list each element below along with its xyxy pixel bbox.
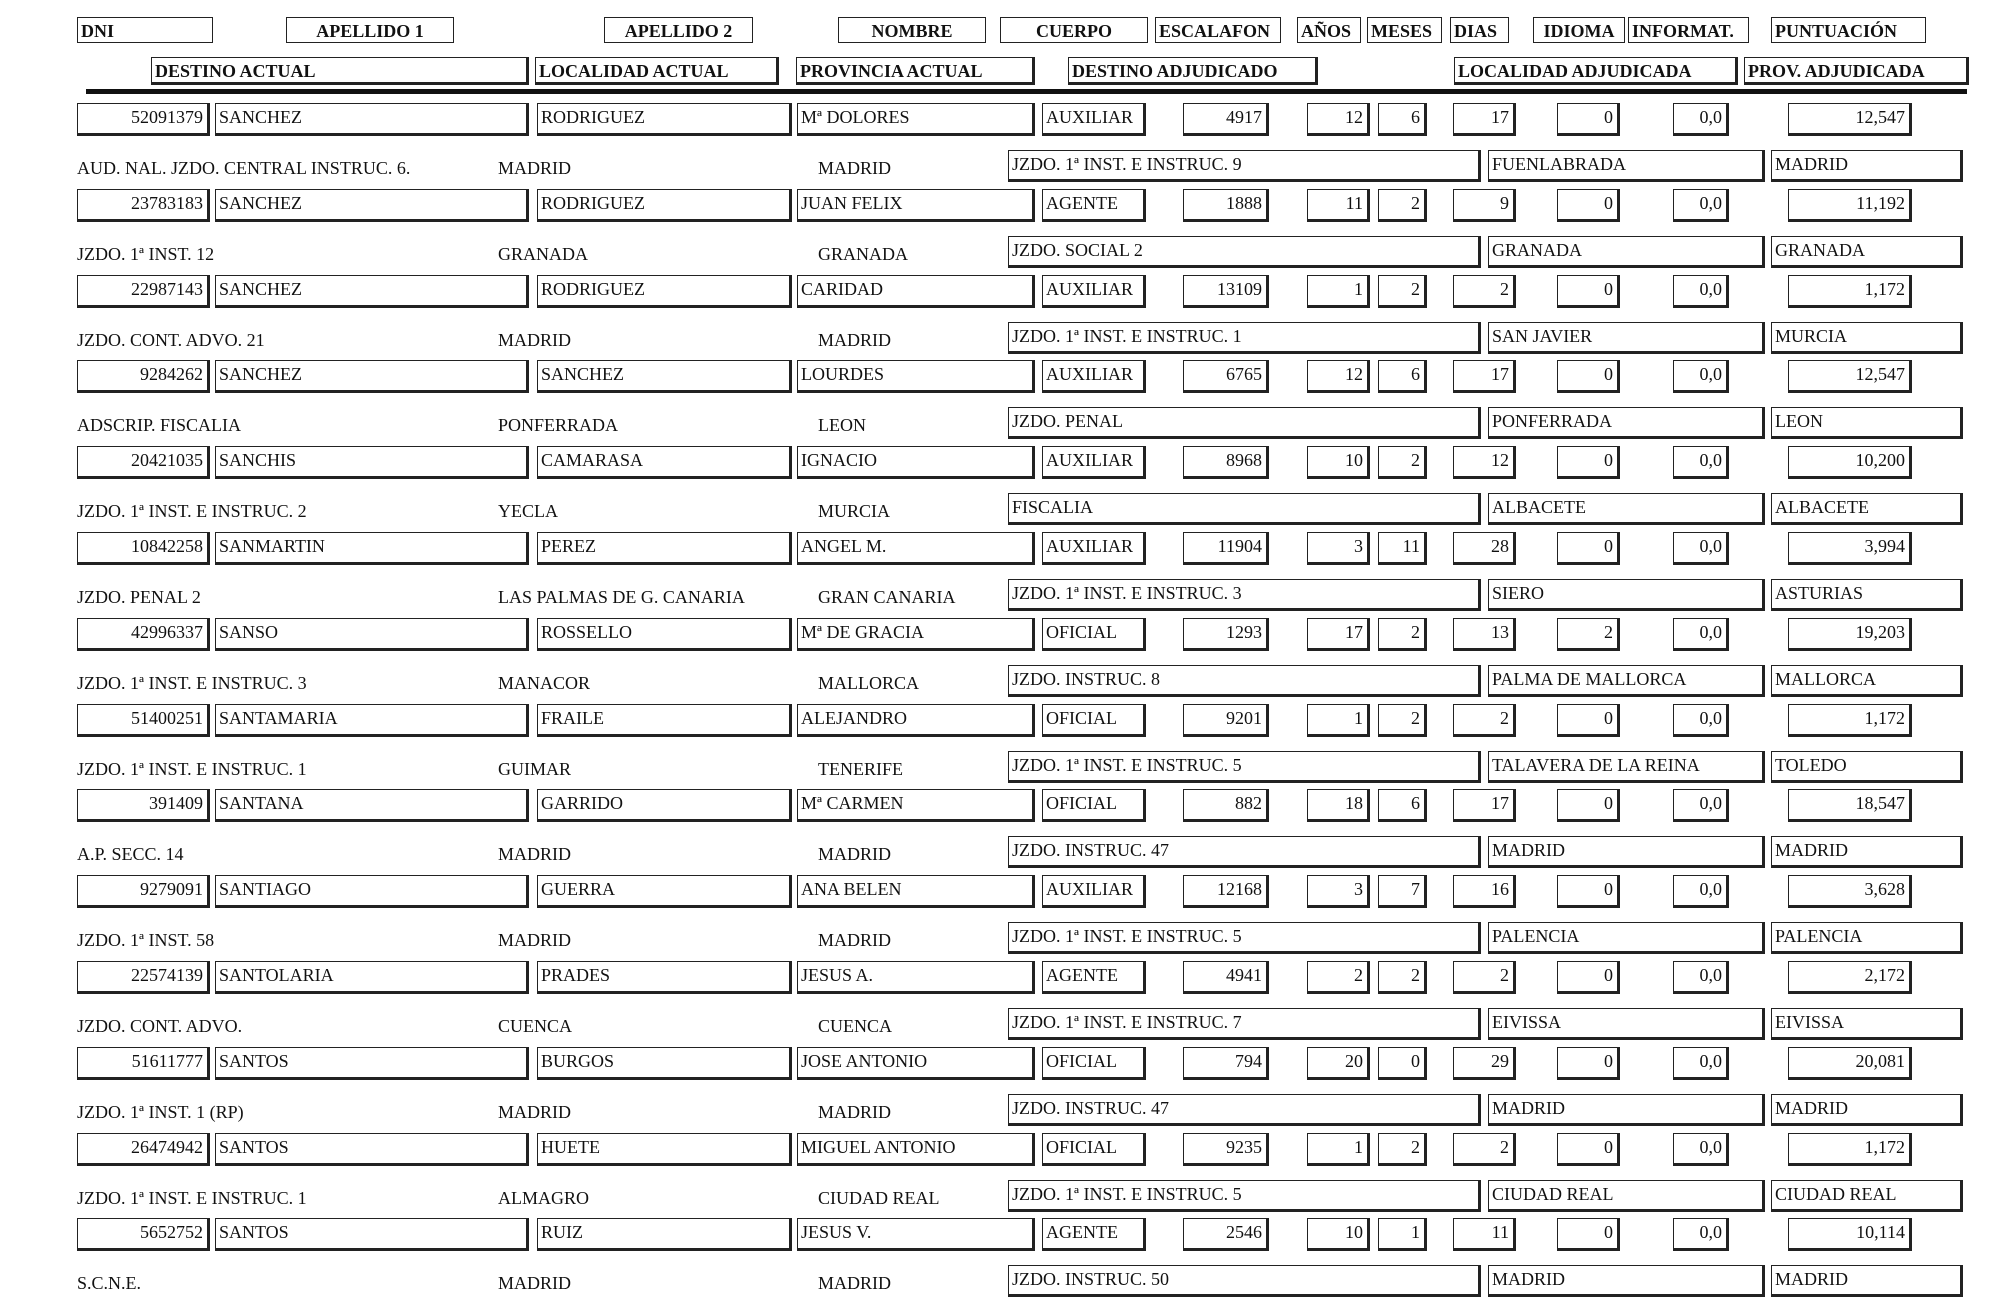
cell-destino-actual: ADSCRIP. FISCALIA [77, 415, 242, 436]
cell-nombre: IGNACIO [797, 446, 1035, 479]
cell-nombre: ALEJANDRO [797, 704, 1035, 737]
cell-dni: 391409 [77, 789, 210, 822]
cell-nombre: Mª CARMEN [797, 789, 1035, 822]
cell-apellido2: CAMARASA [537, 446, 792, 479]
cell-nombre: JUAN FELIX [797, 189, 1035, 222]
cell-idioma: 0 [1557, 189, 1620, 222]
cell-provincia-actual: GRANADA [818, 243, 908, 264]
cell-informat: 0,0 [1673, 446, 1729, 479]
cell-prov-adjudicada: MADRID [1771, 1265, 1963, 1297]
cell-idioma: 0 [1557, 275, 1620, 308]
cell-destino-actual: JZDO. 1ª INST. E INSTRUC. 2 [77, 501, 307, 522]
cell-destino-actual: S.C.N.E. [77, 1273, 142, 1294]
cell-puntuacion: 11,192 [1788, 189, 1912, 222]
cell-puntuacion: 10,114 [1788, 1218, 1912, 1251]
cell-provincia-actual: MADRID [818, 1101, 892, 1122]
cell-prov-adjudicada: ASTURIAS [1771, 579, 1963, 611]
cell-cuerpo: OFICIAL [1042, 1133, 1146, 1166]
cell-puntuacion: 1,172 [1788, 275, 1912, 308]
cell-destino-adjudicado: JZDO. 1ª INST. E INSTRUC. 5 [1008, 922, 1481, 954]
header-dni: DNI [77, 17, 213, 43]
cell-dias: 2 [1453, 1133, 1516, 1166]
cell-localidad-actual: MADRID [498, 1273, 572, 1294]
cell-prov-adjudicada: MADRID [1771, 1094, 1963, 1126]
cell-idioma: 0 [1557, 1218, 1620, 1251]
cell-apellido2: HUETE [537, 1133, 792, 1166]
cell-nombre: ANA BELEN [797, 875, 1035, 908]
cell-apellido1: SANMARTIN [215, 532, 529, 565]
cell-meses: 1 [1378, 1218, 1427, 1251]
cell-apellido1: SANCHIS [215, 446, 529, 479]
cell-destino-actual: JZDO. 1ª INST. E INSTRUC. 3 [77, 672, 307, 693]
cell-puntuacion: 12,547 [1788, 103, 1912, 136]
cell-localidad-actual: MADRID [498, 329, 572, 350]
cell-localidad-adjudicada: TALAVERA DE LA REINA [1488, 751, 1765, 783]
cell-destino-actual: JZDO. CONT. ADVO. [77, 1016, 243, 1036]
cell-escalafon: 8968 [1183, 446, 1269, 479]
cell-escalafon: 12168 [1183, 875, 1269, 908]
cell-localidad-adjudicada: CIUDAD REAL [1488, 1180, 1765, 1212]
cell-apellido1: SANCHEZ [215, 103, 529, 136]
cell-apellido1: SANCHEZ [215, 275, 529, 308]
cell-escalafon: 6765 [1183, 360, 1269, 393]
header-localidad-adjudicada: LOCALIDAD ADJUDICADA [1454, 57, 1738, 85]
cell-localidad-actual: MANACOR [498, 672, 591, 693]
cell-nombre: CARIDAD [797, 275, 1035, 308]
cell-informat: 0,0 [1673, 103, 1729, 136]
cell-idioma: 0 [1557, 360, 1620, 393]
cell-meses: 0 [1378, 1047, 1427, 1080]
cell-anos: 12 [1307, 360, 1370, 393]
cell-destino-actual: JZDO. 1ª INST. E INSTRUC. 1 [77, 1187, 307, 1208]
cell-puntuacion: 20,081 [1788, 1047, 1912, 1080]
cell-dias: 17 [1453, 789, 1516, 822]
cell-dias: 17 [1453, 103, 1516, 136]
cell-apellido1: SANTOS [215, 1047, 529, 1080]
cell-anos: 2 [1307, 961, 1370, 994]
cell-anos: 12 [1307, 103, 1370, 136]
cell-destino-actual: JZDO. 1ª INST. E INSTRUC. 1 [77, 758, 307, 779]
header-prov-adjudicada: PROV. ADJUDICADA [1744, 57, 1969, 85]
cell-destino-adjudicado: JZDO. 1ª INST. E INSTRUC. 9 [1008, 150, 1481, 182]
cell-idioma: 0 [1557, 704, 1620, 737]
cell-cuerpo: OFICIAL [1042, 704, 1146, 737]
cell-destino-adjudicado: JZDO. 1ª INST. E INSTRUC. 7 [1008, 1008, 1481, 1040]
header-puntuacion: PUNTUACIÓN [1771, 17, 1926, 43]
cell-anos: 1 [1307, 1133, 1370, 1166]
cell-apellido1: SANTAMARIA [215, 704, 529, 737]
cell-meses: 2 [1378, 275, 1427, 308]
cell-nombre: LOURDES [797, 360, 1035, 393]
cell-apellido1: SANTOS [215, 1218, 529, 1251]
cell-localidad-adjudicada: MADRID [1488, 1094, 1765, 1126]
cell-destino-actual: JZDO. 1ª INST. 1 (RP) [77, 1101, 244, 1122]
cell-dias: 29 [1453, 1047, 1516, 1080]
cell-nombre: JOSE ANTONIO [797, 1047, 1035, 1080]
cell-escalafon: 4917 [1183, 103, 1269, 136]
cell-idioma: 0 [1557, 103, 1620, 136]
cell-cuerpo: OFICIAL [1042, 1047, 1146, 1080]
cell-apellido2: PRADES [537, 961, 792, 994]
cell-destino-adjudicado: JZDO. INSTRUC. 47 [1008, 1094, 1481, 1126]
cell-prov-adjudicada: EIVISSA [1771, 1008, 1963, 1040]
cell-cuerpo: AUXILIAR [1042, 875, 1146, 908]
cell-anos: 11 [1307, 189, 1370, 222]
cell-idioma: 0 [1557, 532, 1620, 565]
cell-prov-adjudicada: ALBACETE [1771, 493, 1963, 525]
cell-escalafon: 4941 [1183, 961, 1269, 994]
cell-escalafon: 2546 [1183, 1218, 1269, 1251]
cell-localidad-adjudicada: PONFERRADA [1488, 407, 1765, 439]
cell-provincia-actual: TENERIFE [818, 758, 903, 779]
cell-anos: 18 [1307, 789, 1370, 822]
cell-informat: 0,0 [1673, 275, 1729, 308]
cell-nombre: Mª DE GRACIA [797, 618, 1035, 651]
cell-provincia-actual: GRAN CANARIA [818, 587, 956, 607]
cell-dias: 28 [1453, 532, 1516, 565]
cell-cuerpo: OFICIAL [1042, 618, 1146, 651]
cell-meses: 2 [1378, 704, 1427, 737]
header-escalafon: ESCALAFON [1155, 17, 1281, 43]
cell-escalafon: 1293 [1183, 618, 1269, 651]
cell-prov-adjudicada: PALENCIA [1771, 922, 1963, 954]
cell-informat: 0,0 [1673, 618, 1729, 651]
cell-anos: 3 [1307, 532, 1370, 565]
cell-informat: 0,0 [1673, 961, 1729, 994]
cell-apellido1: SANTIAGO [215, 875, 529, 908]
cell-cuerpo: AGENTE [1042, 189, 1146, 222]
cell-localidad-actual: ALMAGRO [498, 1187, 590, 1208]
cell-cuerpo: AUXILIAR [1042, 103, 1146, 136]
cell-anos: 17 [1307, 618, 1370, 651]
cell-destino-adjudicado: JZDO. INSTRUC. 47 [1008, 836, 1481, 868]
cell-meses: 7 [1378, 875, 1427, 908]
cell-puntuacion: 2,172 [1788, 961, 1912, 994]
cell-destino-adjudicado: JZDO. 1ª INST. E INSTRUC. 3 [1008, 579, 1481, 611]
cell-apellido2: SANCHEZ [537, 360, 792, 393]
cell-anos: 10 [1307, 1218, 1370, 1251]
cell-localidad-adjudicada: PALENCIA [1488, 922, 1765, 954]
cell-localidad-adjudicada: EIVISSA [1488, 1008, 1765, 1040]
header-nombre: NOMBRE [838, 17, 986, 43]
cell-localidad-adjudicada: PALMA DE MALLORCA [1488, 665, 1765, 697]
cell-meses: 11 [1378, 532, 1427, 565]
cell-localidad-actual: YECLA [498, 501, 558, 522]
cell-provincia-actual: CIUDAD REAL [818, 1187, 940, 1208]
cell-meses: 6 [1378, 789, 1427, 822]
cell-provincia-actual: MADRID [818, 844, 892, 865]
cell-dni: 20421035 [77, 446, 210, 479]
header-idioma: IDIOMA [1533, 17, 1625, 43]
cell-provincia-actual: MADRID [818, 930, 892, 951]
cell-prov-adjudicada: MURCIA [1771, 322, 1963, 354]
cell-dni: 22987143 [77, 275, 210, 308]
cell-apellido2: ROSSELLO [537, 618, 792, 651]
cell-dni: 22574139 [77, 961, 210, 994]
header-anos: AÑOS [1297, 17, 1361, 43]
cell-escalafon: 1888 [1183, 189, 1269, 222]
cell-prov-adjudicada: MADRID [1771, 836, 1963, 868]
cell-idioma: 0 [1557, 1047, 1620, 1080]
cell-localidad-adjudicada: ALBACETE [1488, 493, 1765, 525]
cell-localidad-actual: GUIMAR [498, 758, 572, 779]
cell-informat: 0,0 [1673, 360, 1729, 393]
cell-apellido1: SANCHEZ [215, 360, 529, 393]
cell-informat: 0,0 [1673, 1047, 1729, 1080]
cell-apellido1: SANTANA [215, 789, 529, 822]
cell-anos: 3 [1307, 875, 1370, 908]
header-cuerpo: CUERPO [1000, 17, 1148, 43]
cell-anos: 1 [1307, 275, 1370, 308]
cell-apellido1: SANSO [215, 618, 529, 651]
cell-puntuacion: 1,172 [1788, 1133, 1912, 1166]
cell-cuerpo: AUXILIAR [1042, 360, 1146, 393]
cell-provincia-actual: LEON [818, 415, 866, 436]
cell-apellido1: SANTOS [215, 1133, 529, 1166]
cell-meses: 2 [1378, 961, 1427, 994]
cell-apellido1: SANTOLARIA [215, 961, 529, 994]
cell-dni: 10842258 [77, 532, 210, 565]
cell-provincia-actual: MADRID [818, 329, 892, 350]
cell-idioma: 0 [1557, 961, 1620, 994]
cell-informat: 0,0 [1673, 532, 1729, 565]
cell-nombre: ANGEL M. [797, 532, 1035, 565]
cell-dias: 11 [1453, 1218, 1516, 1251]
cell-provincia-actual: CUENCA [818, 1016, 893, 1036]
cell-localidad-actual: PONFERRADA [498, 415, 619, 436]
header-apellido2: APELLIDO 2 [604, 17, 753, 43]
cell-prov-adjudicada: TOLEDO [1771, 751, 1963, 783]
cell-localidad-actual: LAS PALMAS DE G. CANARIA [498, 587, 745, 607]
cell-apellido2: RODRIGUEZ [537, 189, 792, 222]
cell-informat: 0,0 [1673, 189, 1729, 222]
cell-nombre: Mª DOLORES [797, 103, 1035, 136]
cell-informat: 0,0 [1673, 704, 1729, 737]
cell-escalafon: 9235 [1183, 1133, 1269, 1166]
cell-escalafon: 882 [1183, 789, 1269, 822]
header-dias: DIAS [1450, 17, 1509, 43]
header-informat: INFORMAT. [1628, 17, 1749, 43]
cell-prov-adjudicada: MALLORCA [1771, 665, 1963, 697]
cell-anos: 10 [1307, 446, 1370, 479]
cell-cuerpo: OFICIAL [1042, 789, 1146, 822]
cell-idioma: 0 [1557, 1133, 1620, 1166]
cell-apellido2: FRAILE [537, 704, 792, 737]
cell-cuerpo: AGENTE [1042, 961, 1146, 994]
cell-meses: 6 [1378, 103, 1427, 136]
cell-localidad-actual: GRANADA [498, 243, 588, 264]
cell-puntuacion: 18,547 [1788, 789, 1912, 822]
cell-destino-actual: JZDO. 1ª INST. 58 [77, 930, 215, 951]
cell-nombre: JESUS A. [797, 961, 1035, 994]
cell-provincia-actual: MALLORCA [818, 672, 920, 693]
cell-cuerpo: AUXILIAR [1042, 275, 1146, 308]
cell-meses: 6 [1378, 360, 1427, 393]
cell-dias: 17 [1453, 360, 1516, 393]
cell-destino-adjudicado: JZDO. 1ª INST. E INSTRUC. 5 [1008, 1180, 1481, 1212]
cell-provincia-actual: MURCIA [818, 501, 891, 522]
cell-puntuacion: 3,994 [1788, 532, 1912, 565]
header-provincia-actual: PROVINCIA ACTUAL [796, 57, 1035, 85]
cell-localidad-adjudicada: MADRID [1488, 1265, 1765, 1297]
cell-destino-actual: JZDO. CONT. ADVO. 21 [77, 329, 265, 350]
cell-meses: 2 [1378, 446, 1427, 479]
cell-informat: 0,0 [1673, 1218, 1729, 1251]
header-apellido1: APELLIDO 1 [286, 17, 454, 43]
cell-localidad-adjudicada: SIERO [1488, 579, 1765, 611]
cell-localidad-adjudicada: FUENLABRADA [1488, 150, 1765, 182]
cell-localidad-actual: MADRID [498, 1101, 572, 1122]
cell-prov-adjudicada: MADRID [1771, 150, 1963, 182]
cell-destino-actual: JZDO. 1ª INST. 12 [77, 243, 215, 264]
cell-nombre: JESUS V. [797, 1218, 1035, 1251]
cell-apellido2: BURGOS [537, 1047, 792, 1080]
cell-dias: 2 [1453, 704, 1516, 737]
cell-destino-adjudicado: JZDO. PENAL [1008, 407, 1481, 439]
cell-apellido2: PEREZ [537, 532, 792, 565]
cell-escalafon: 794 [1183, 1047, 1269, 1080]
cell-dni: 51611777 [77, 1047, 210, 1080]
cell-localidad-adjudicada: MADRID [1488, 836, 1765, 868]
cell-destino-adjudicado: FISCALIA [1008, 493, 1481, 525]
cell-dni: 52091379 [77, 103, 210, 136]
cell-apellido2: GUERRA [537, 875, 792, 908]
header-destino-adjudicado: DESTINO ADJUDICADO [1068, 57, 1318, 85]
cell-localidad-adjudicada: SAN JAVIER [1488, 322, 1765, 354]
cell-meses: 2 [1378, 189, 1427, 222]
header-destino-actual: DESTINO ACTUAL [151, 57, 529, 85]
cell-informat: 0,0 [1673, 1133, 1729, 1166]
cell-dni: 9284262 [77, 360, 210, 393]
cell-dni: 51400251 [77, 704, 210, 737]
cell-apellido1: SANCHEZ [215, 189, 529, 222]
cell-puntuacion: 3,628 [1788, 875, 1912, 908]
cell-dias: 2 [1453, 275, 1516, 308]
cell-dias: 9 [1453, 189, 1516, 222]
cell-dni: 9279091 [77, 875, 210, 908]
header-divider [86, 89, 1967, 94]
cell-prov-adjudicada: GRANADA [1771, 236, 1963, 268]
cell-nombre: MIGUEL ANTONIO [797, 1133, 1035, 1166]
cell-dni: 5652752 [77, 1218, 210, 1251]
cell-informat: 0,0 [1673, 875, 1729, 908]
cell-prov-adjudicada: LEON [1771, 407, 1963, 439]
cell-destino-adjudicado: JZDO. 1ª INST. E INSTRUC. 1 [1008, 322, 1481, 354]
cell-destino-adjudicado: JZDO. INSTRUC. 50 [1008, 1265, 1481, 1297]
cell-puntuacion: 1,172 [1788, 704, 1912, 737]
header-meses: MESES [1367, 17, 1442, 43]
cell-idioma: 0 [1557, 875, 1620, 908]
cell-cuerpo: AUXILIAR [1042, 446, 1146, 479]
cell-destino-actual: A.P. SECC. 14 [77, 844, 184, 865]
cell-destino-adjudicado: JZDO. 1ª INST. E INSTRUC. 5 [1008, 751, 1481, 783]
cell-dias: 13 [1453, 618, 1516, 651]
cell-dni: 23783183 [77, 189, 210, 222]
cell-puntuacion: 19,203 [1788, 618, 1912, 651]
cell-destino-adjudicado: JZDO. INSTRUC. 8 [1008, 665, 1481, 697]
cell-idioma: 0 [1557, 446, 1620, 479]
header-localidad-actual: LOCALIDAD ACTUAL [535, 57, 779, 85]
cell-idioma: 2 [1557, 618, 1620, 651]
cell-provincia-actual: MADRID [818, 158, 892, 178]
cell-meses: 2 [1378, 1133, 1427, 1166]
cell-apellido2: RUIZ [537, 1218, 792, 1251]
cell-destino-actual: JZDO. PENAL 2 [77, 587, 201, 607]
cell-escalafon: 9201 [1183, 704, 1269, 737]
cell-localidad-actual: MADRID [498, 158, 572, 178]
cell-anos: 1 [1307, 704, 1370, 737]
cell-cuerpo: AUXILIAR [1042, 532, 1146, 565]
cell-apellido2: RODRIGUEZ [537, 275, 792, 308]
cell-puntuacion: 12,547 [1788, 360, 1912, 393]
cell-dias: 12 [1453, 446, 1516, 479]
cell-destino-actual: AUD. NAL. JZDO. CENTRAL INSTRUC. 6. [77, 158, 411, 178]
cell-dni: 26474942 [77, 1133, 210, 1166]
cell-destino-adjudicado: JZDO. SOCIAL 2 [1008, 236, 1481, 268]
cell-localidad-actual: MADRID [498, 844, 572, 865]
cell-provincia-actual: MADRID [818, 1273, 892, 1294]
cell-escalafon: 13109 [1183, 275, 1269, 308]
cell-dias: 16 [1453, 875, 1516, 908]
cell-cuerpo: AGENTE [1042, 1218, 1146, 1251]
cell-dias: 2 [1453, 961, 1516, 994]
cell-localidad-actual: MADRID [498, 930, 572, 951]
cell-anos: 20 [1307, 1047, 1370, 1080]
cell-localidad-adjudicada: GRANADA [1488, 236, 1765, 268]
cell-localidad-actual: CUENCA [498, 1016, 573, 1036]
cell-meses: 2 [1378, 618, 1427, 651]
cell-puntuacion: 10,200 [1788, 446, 1912, 479]
cell-dni: 42996337 [77, 618, 210, 651]
cell-apellido2: RODRIGUEZ [537, 103, 792, 136]
cell-escalafon: 11904 [1183, 532, 1269, 565]
cell-apellido2: GARRIDO [537, 789, 792, 822]
cell-idioma: 0 [1557, 789, 1620, 822]
cell-prov-adjudicada: CIUDAD REAL [1771, 1180, 1963, 1212]
cell-informat: 0,0 [1673, 789, 1729, 822]
